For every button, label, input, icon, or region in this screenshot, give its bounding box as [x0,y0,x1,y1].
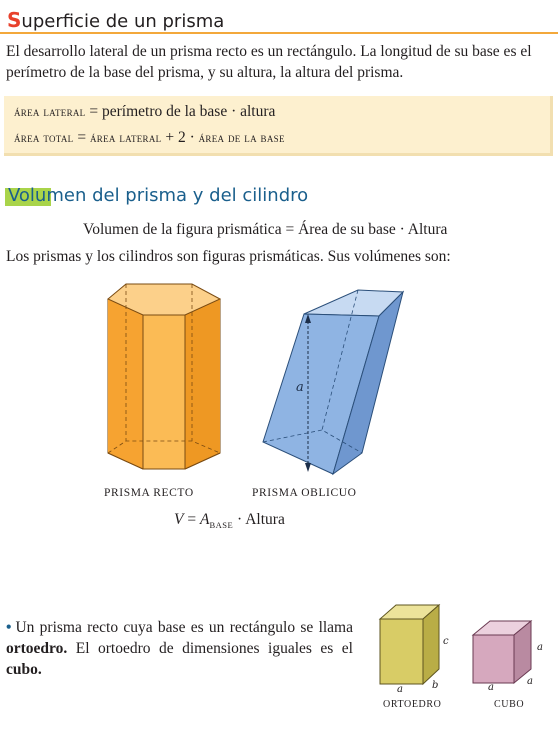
bullet-text-1: Un prisma recto cuya base es un rectángulo se llama [15,619,353,636]
boxes-illustration [370,600,555,698]
volume-statement: Volumen de la figura prismática = Área de su base · Altura [83,221,448,238]
superficie-paragraph: El desarrollo lateral de un prisma recto es un rectángulo. La longitud de su base es el perímetro de la base del prisma, y su altura, la altura del prisma. [6,43,532,81]
term-area-base: área de la base [198,130,285,145]
cubo-label-a-side: a [527,676,533,687]
formula-box [4,96,553,156]
formula-base-sub: BASE [209,520,234,531]
prisma-recto-figure [108,284,220,469]
cubo-figure [473,621,543,693]
formula-area-total [14,129,285,147]
formula-v: V [174,511,184,528]
cubo-label-a-front: a [488,682,494,693]
caption-cubo: CUBO [494,699,525,710]
section-title-rest: uperficie de un prisma [21,11,225,32]
term-area-lateral-2: área lateral [89,130,162,145]
title-underline [0,32,558,34]
term-area-total: área total [14,130,74,145]
bullet-bold-cubo: cubo. [6,661,42,678]
formula-total-eq: = [73,129,90,146]
volume-formula [174,511,285,530]
prisms-illustration [100,276,420,476]
section-title-initial: S [7,8,22,32]
formula-a: A [199,511,210,528]
ortoedro-label-b: b [432,680,439,691]
bullet-text-2: El ortoedro de dimensiones iguales es el [67,640,353,657]
formula-eq: = [183,511,200,528]
ortoedro-bullet [6,617,353,680]
caption-prisma-recto: PRISMA RECTO [104,487,194,499]
bullet-bold-ortoedro: ortoedro. [6,640,68,657]
term-area-lateral: área lateral [14,104,86,119]
cubo-label-a-height: a [537,642,543,653]
formula-altura: · Altura [233,511,285,528]
caption-prisma-oblicuo: PRISMA OBLICUO [252,487,357,499]
bullet-dot: • [6,619,12,636]
prisma-oblicuo-figure [263,290,403,474]
ortoedro-label-a: a [397,684,403,695]
figures-intro: Los prismas y los cilindros son figuras prismáticas. Sus volúmenes son: [6,248,451,265]
section-title-superficie [7,8,224,32]
ortoedro-figure [380,605,449,695]
ortoedro-label-c: c [443,636,449,647]
height-label-a: a [296,380,304,395]
formula-total-op: + 2 · [161,129,199,146]
caption-ortoedro: ORTOEDRO [383,699,442,710]
formula-area-lateral [14,103,275,121]
section-title-volumen: Volumen del prisma y del cilindro [8,185,309,206]
formula-lateral-rest: = perímetro de la base · altura [85,103,276,120]
